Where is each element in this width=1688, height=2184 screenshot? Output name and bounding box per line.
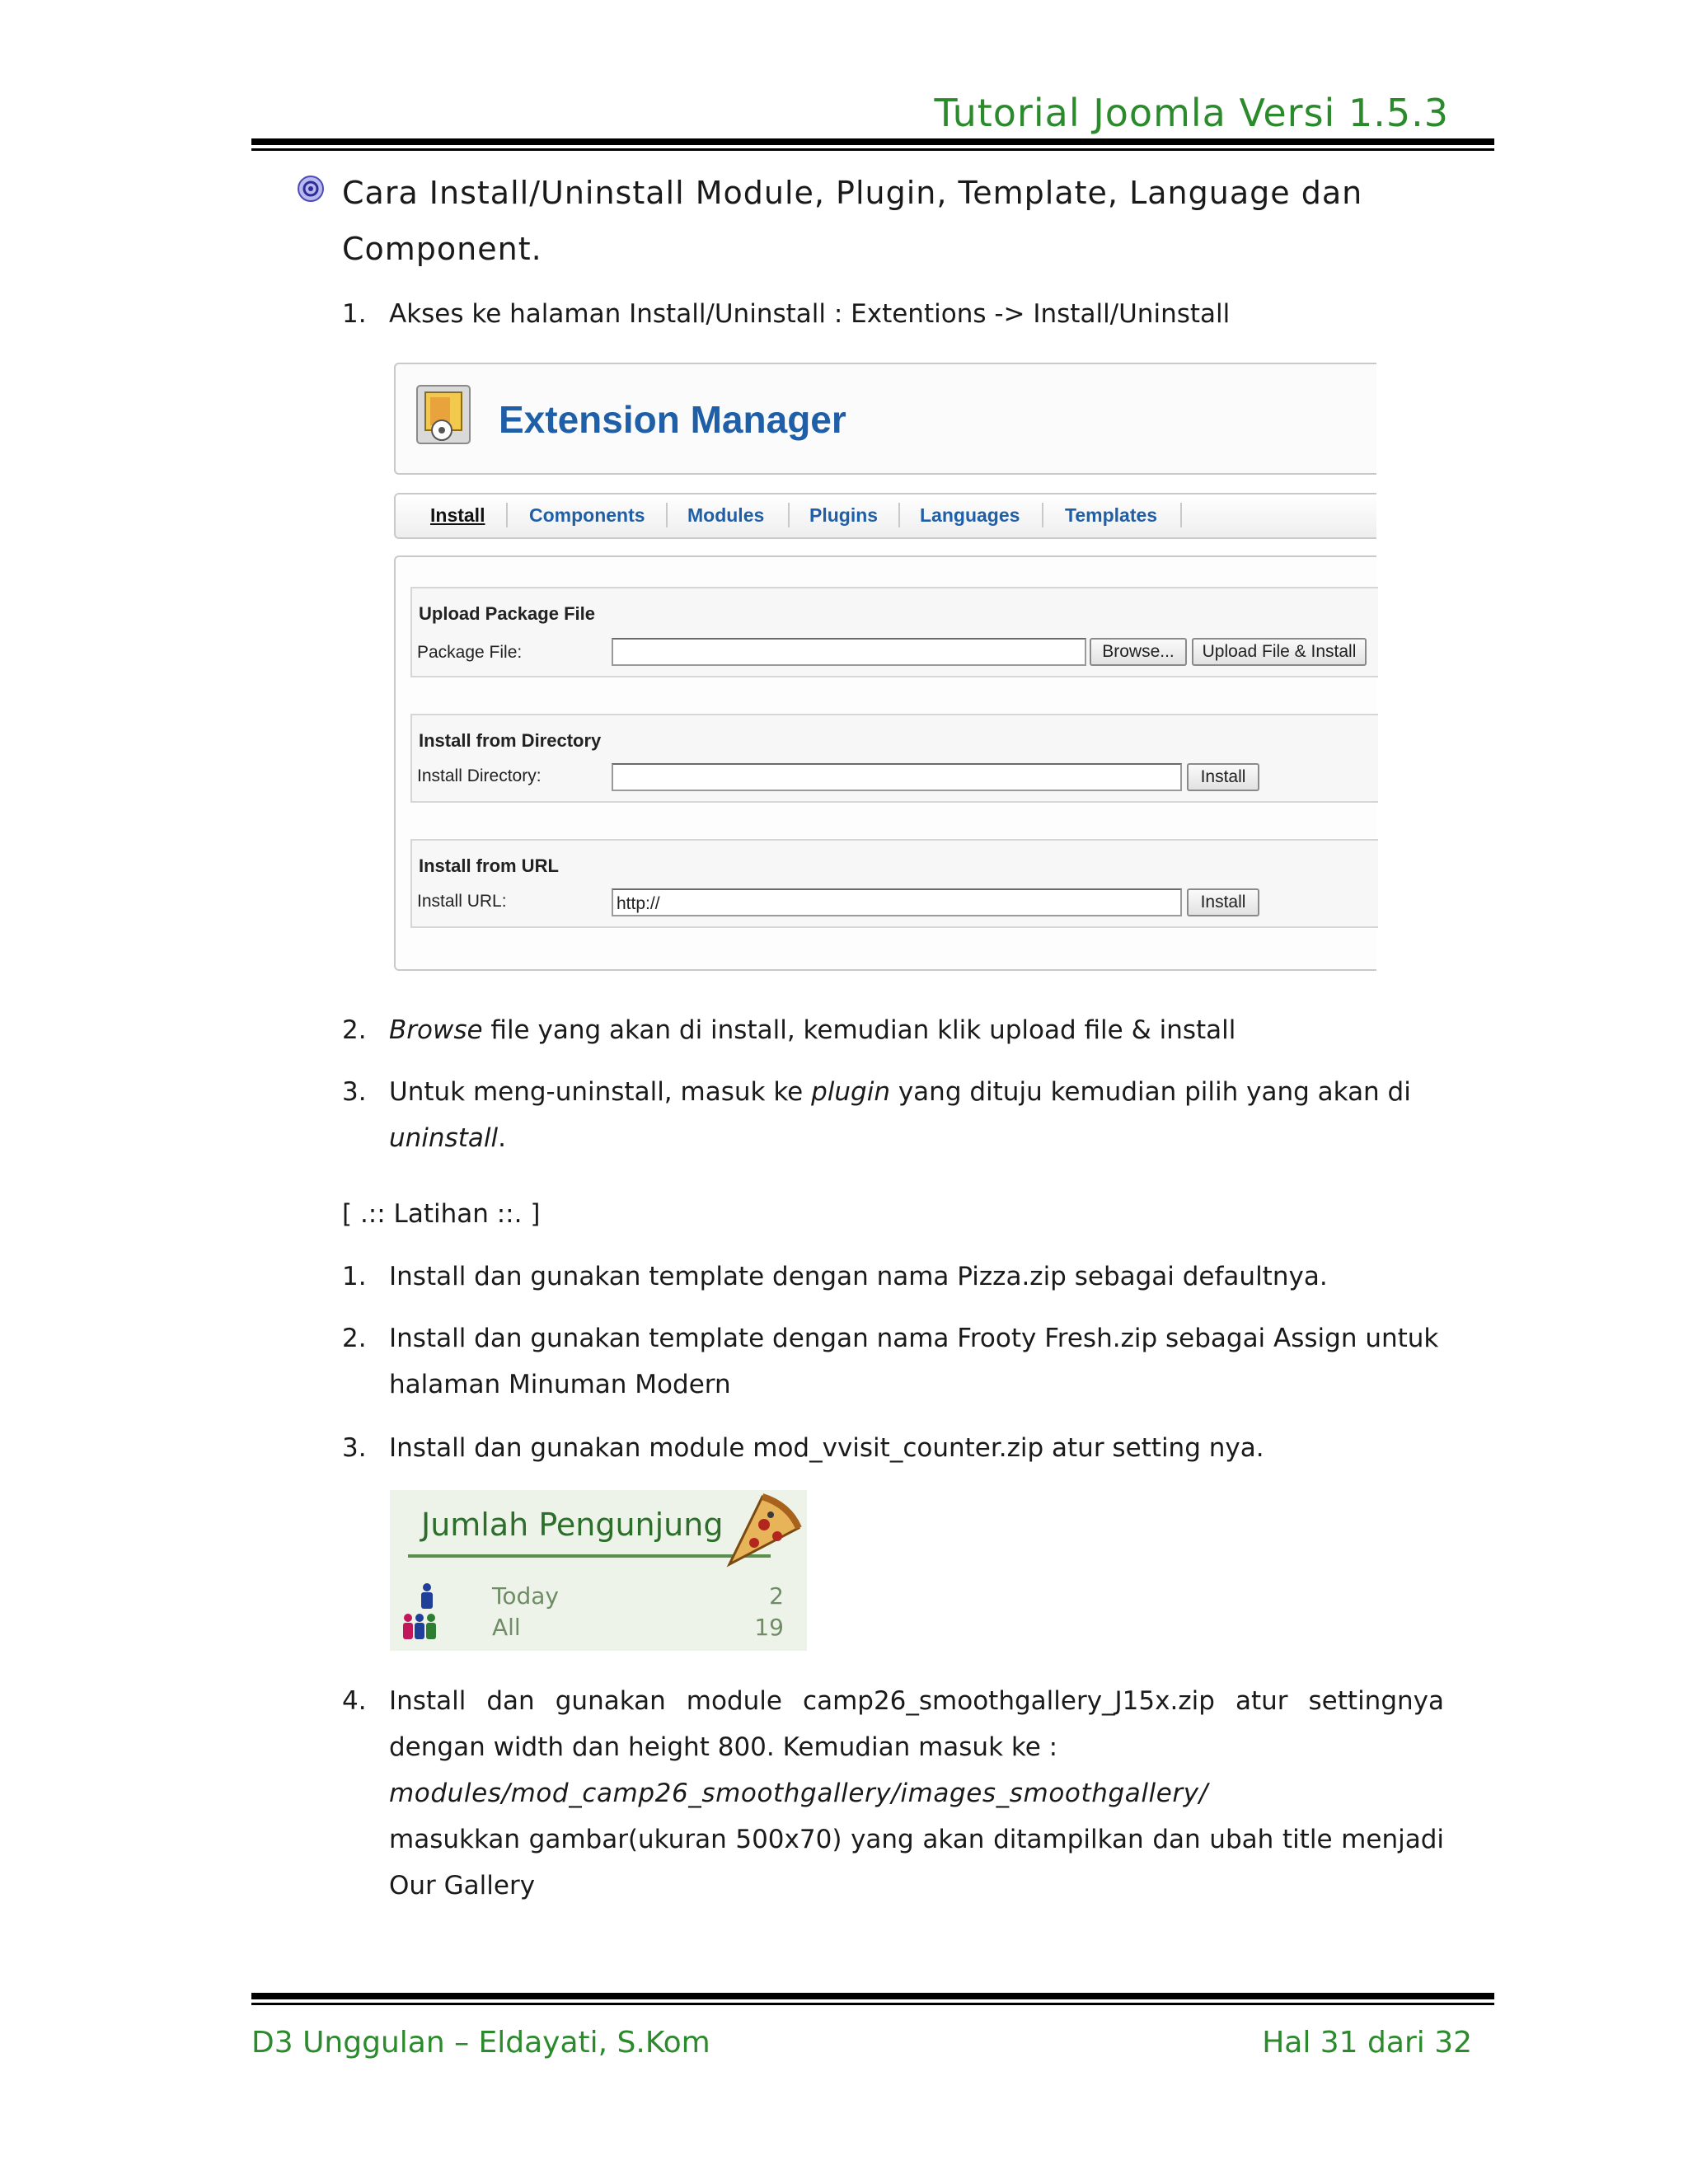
install-url-button[interactable]: Install <box>1187 888 1259 916</box>
tab-separator <box>1042 503 1043 527</box>
upload-package-title: Upload Package File <box>419 603 595 624</box>
install-directory-button[interactable]: Install <box>1187 763 1259 791</box>
document-header-title: Tutorial Joomla Versi 1.5.3 <box>934 91 1449 135</box>
visitor-counter-title: Jumlah Pengunjung <box>421 1507 724 1543</box>
step-3-uninstall-emphasis: uninstall <box>389 1123 499 1153</box>
step-3-period: . <box>498 1123 506 1153</box>
visitor-all-value: 19 <box>754 1614 784 1641</box>
install-directory-title: Install from Directory <box>419 730 602 751</box>
tab-plugins[interactable]: Plugins <box>809 504 879 526</box>
step-1-text: Akses ke halaman Install/Uninstall : Extentions -> Install/Uninstall <box>389 299 1231 329</box>
header-rule-thick <box>251 138 1494 145</box>
tab-separator <box>666 503 668 527</box>
single-person-icon <box>418 1582 436 1610</box>
visitor-all-label: All <box>492 1614 521 1641</box>
tab-install[interactable]: Install <box>430 504 485 526</box>
extension-manager-screenshot <box>394 363 1376 972</box>
install-form-panel <box>394 555 1376 971</box>
tab-separator <box>788 503 790 527</box>
step-1-number: 1. <box>342 299 367 329</box>
install-url-fieldset <box>410 839 1378 928</box>
latihan-3-text: Install dan gunakan module mod_vvisit_counter.zip atur setting nya. <box>389 1433 1264 1463</box>
tab-languages[interactable]: Languages <box>920 504 1020 526</box>
footer-author: D3 Unggulan – Eldayati, S.Kom <box>251 2026 710 2060</box>
latihan-2-number: 2. <box>342 1324 367 1353</box>
install-url-title: Install from URL <box>419 855 559 876</box>
header-rule-thin <box>251 148 1494 151</box>
step-3-text <box>389 1069 1444 1161</box>
latihan-heading: [ .:: Latihan ::. ] <box>342 1199 541 1229</box>
extension-manager-tabs <box>394 493 1376 539</box>
install-url-label: Install URL: <box>417 892 507 911</box>
tab-separator <box>898 503 900 527</box>
package-file-input[interactable] <box>612 638 1086 666</box>
install-url-input[interactable]: http:// <box>612 888 1182 916</box>
install-directory-fieldset <box>410 714 1378 803</box>
tab-separator <box>506 503 508 527</box>
latihan-4-text <box>389 1678 1444 1909</box>
upload-install-button[interactable]: Upload File & Install <box>1192 638 1367 666</box>
visitor-counter-widget <box>390 1490 807 1651</box>
tab-modules[interactable]: Modules <box>687 504 765 526</box>
tab-components[interactable]: Components <box>529 504 645 526</box>
latihan-4-path: modules/mod_camp26_smoothgallery/images_smoothgallery/ <box>389 1779 1208 1808</box>
upload-package-fieldset <box>410 587 1378 677</box>
footer-page-number: Hal 31 dari 32 <box>1262 2026 1472 2060</box>
extension-manager-header-panel <box>394 363 1376 475</box>
extension-manager-title: Extension Manager <box>499 398 846 441</box>
install-directory-input[interactable] <box>612 763 1182 791</box>
step-2-browse-emphasis: Browse <box>389 1015 483 1045</box>
latihan-4-number: 4. <box>342 1686 367 1716</box>
latihan-1-number: 1. <box>342 1262 367 1291</box>
visitor-today-label: Today <box>492 1582 559 1610</box>
section-heading: Cara Install/Uninstall Module, Plugin, Template, Language dan Component. <box>342 175 1363 267</box>
pizza-slice-icon <box>713 1490 804 1572</box>
group-people-icon <box>401 1612 438 1642</box>
step-2-text <box>389 1007 1444 1053</box>
footer-rule-thin <box>251 2003 1494 2005</box>
step-3-part-c: yang dituju kemudian pilih yang akan di <box>889 1077 1411 1107</box>
latihan-4-line1: Install dan gunakan module camp26_smoothgallery_J15x.zip atur settingnya dengan width dan height 800. Kemudian masuk ke : <box>389 1686 1444 1762</box>
latihan-2-text: Install dan gunakan template dengan nama Frooty Fresh.zip sebagai Assign untuk halaman Minuman Modern <box>389 1324 1439 1399</box>
package-file-label: Package File: <box>417 643 523 662</box>
tab-templates[interactable]: Templates <box>1065 504 1158 526</box>
bullet-swirl-icon <box>297 175 325 203</box>
step-3-part-a: Untuk meng-uninstall, masuk ke <box>389 1077 812 1107</box>
latihan-1-text: Install dan gunakan template dengan nama Pizza.zip sebagai defaultnya. <box>389 1262 1328 1291</box>
step-2-number: 2. <box>342 1015 367 1045</box>
step-3-number: 3. <box>342 1077 367 1107</box>
tab-separator <box>1180 503 1182 527</box>
step-2-rest: file yang akan di install, kemudian klik upload file & install <box>482 1015 1236 1045</box>
step-3-plugin-emphasis: plugin <box>811 1077 890 1107</box>
extension-manager-icon <box>414 382 473 448</box>
footer-rule-thick <box>251 1993 1494 1999</box>
browse-button[interactable]: Browse... <box>1090 638 1187 666</box>
visitor-today-value: 2 <box>769 1582 784 1610</box>
latihan-3-number: 3. <box>342 1433 367 1463</box>
latihan-4-line2: masukkan gambar(ukuran 500x70) yang akan ditampilkan dan ubah title menjadi Our Gallery <box>389 1825 1444 1900</box>
install-directory-label: Install Directory: <box>417 766 542 785</box>
